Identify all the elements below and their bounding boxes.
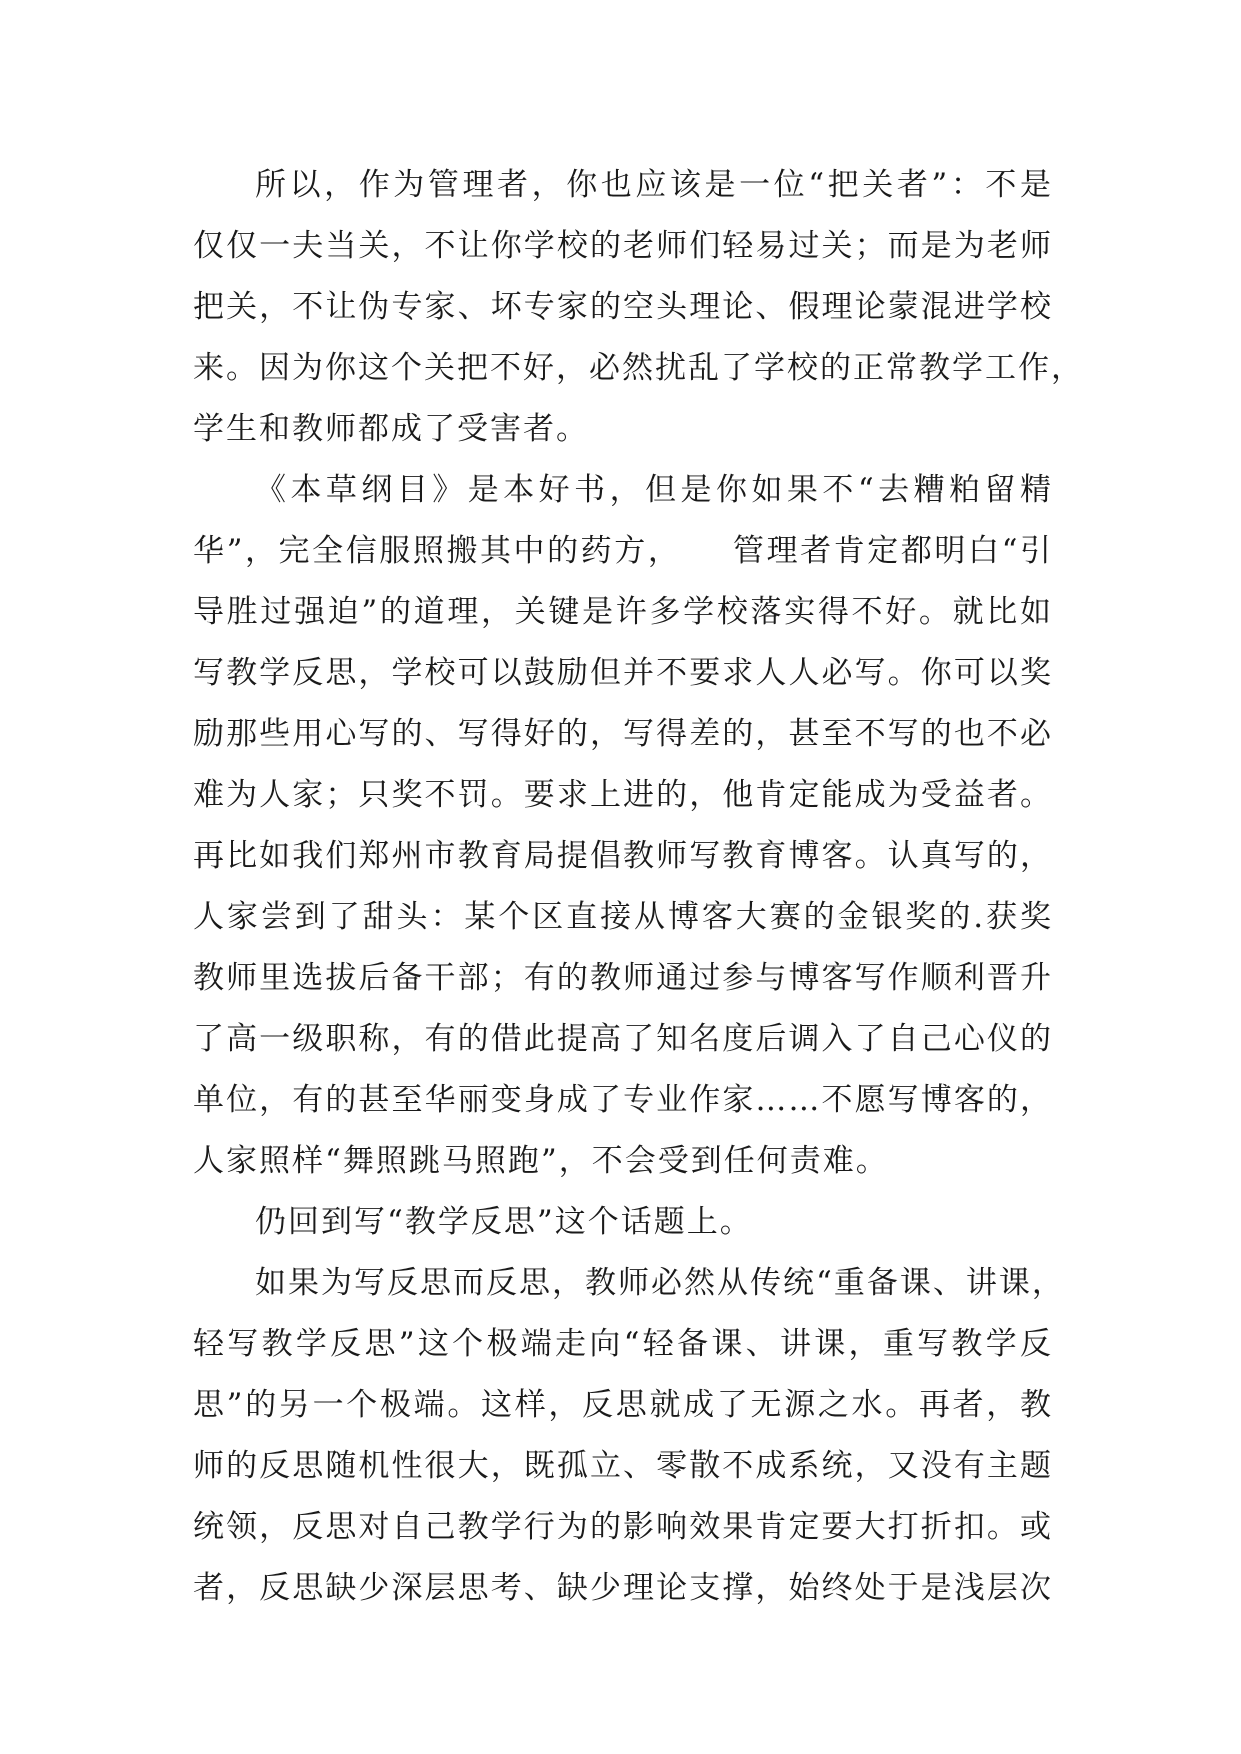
text-line: 来。因为你这个关把不好，必然扰乱了学校的正常教学工作，	[193, 350, 1084, 386]
text-line: 华”，完全信服照搬其中的药方， 管理者肯定都明白“引	[193, 533, 1053, 569]
text-line: 统领，反思对自己教学行为的影响效果肯定要大打折扣。或	[193, 1509, 1053, 1545]
text-line: 单位，有的甚至华丽变身成了专业作家……不愿写博客的，	[193, 1082, 1053, 1118]
text-line: 人家尝到了甜头：某个区直接从博客大赛的金银奖的.获奖	[193, 899, 1053, 935]
text-line: 所以，作为管理者，你也应该是一位“把关者”：不是	[255, 167, 1053, 203]
text-line: 轻写教学反思”这个极端走向“轻备课、讲课，重写教学反	[193, 1326, 1053, 1362]
text-line: 把关，不让伪专家、坏专家的空头理论、假理论蒙混进学校	[193, 289, 1053, 325]
text-line: 写教学反思，学校可以鼓励但并不要求人人必写。你可以奖	[193, 655, 1053, 691]
text-line: 学生和教师都成了受害者。	[193, 411, 589, 447]
text-line: 如果为写反思而反思，教师必然从传统“重备课、讲课，	[255, 1265, 1065, 1301]
text-line: 人家照样“舞照跳马照跑”，不会受到任何责难。	[193, 1143, 889, 1179]
text-line: 《本草纲目》是本好书，但是你如果不“去糟粕留精	[255, 472, 1053, 508]
text-line: 再比如我们郑州市教育局提倡教师写教育博客。认真写的，	[193, 838, 1053, 874]
text-line: 难为人家；只奖不罚。要求上进的，他肯定能成为受益者。	[193, 777, 1053, 813]
text-line: 仍回到写“教学反思”这个话题上。	[255, 1204, 753, 1240]
text-line: 教师里选拔后备干部；有的教师通过参与博客写作顺利晋升	[193, 960, 1053, 996]
text-line: 仅仅一夫当关，不让你学校的老师们轻易过关；而是为老师	[193, 228, 1053, 264]
text-line: 者，反思缺少深层思考、缺少理论支撑，始终处于是浅层次	[193, 1570, 1053, 1606]
text-line: 励那些用心写的、写得好的，写得差的，甚至不写的也不必	[193, 716, 1053, 752]
text-line: 了高一级职称，有的借此提高了知名度后调入了自己心仪的	[193, 1021, 1053, 1057]
text-line: 导胜过强迫”的道理，关键是许多学校落实得不好。就比如	[193, 594, 1053, 630]
text-line: 思”的另一个极端。这样，反思就成了无源之水。再者，教	[193, 1387, 1053, 1423]
text-line: 师的反思随机性很大，既孤立、零散不成系统，又没有主题	[193, 1448, 1053, 1484]
